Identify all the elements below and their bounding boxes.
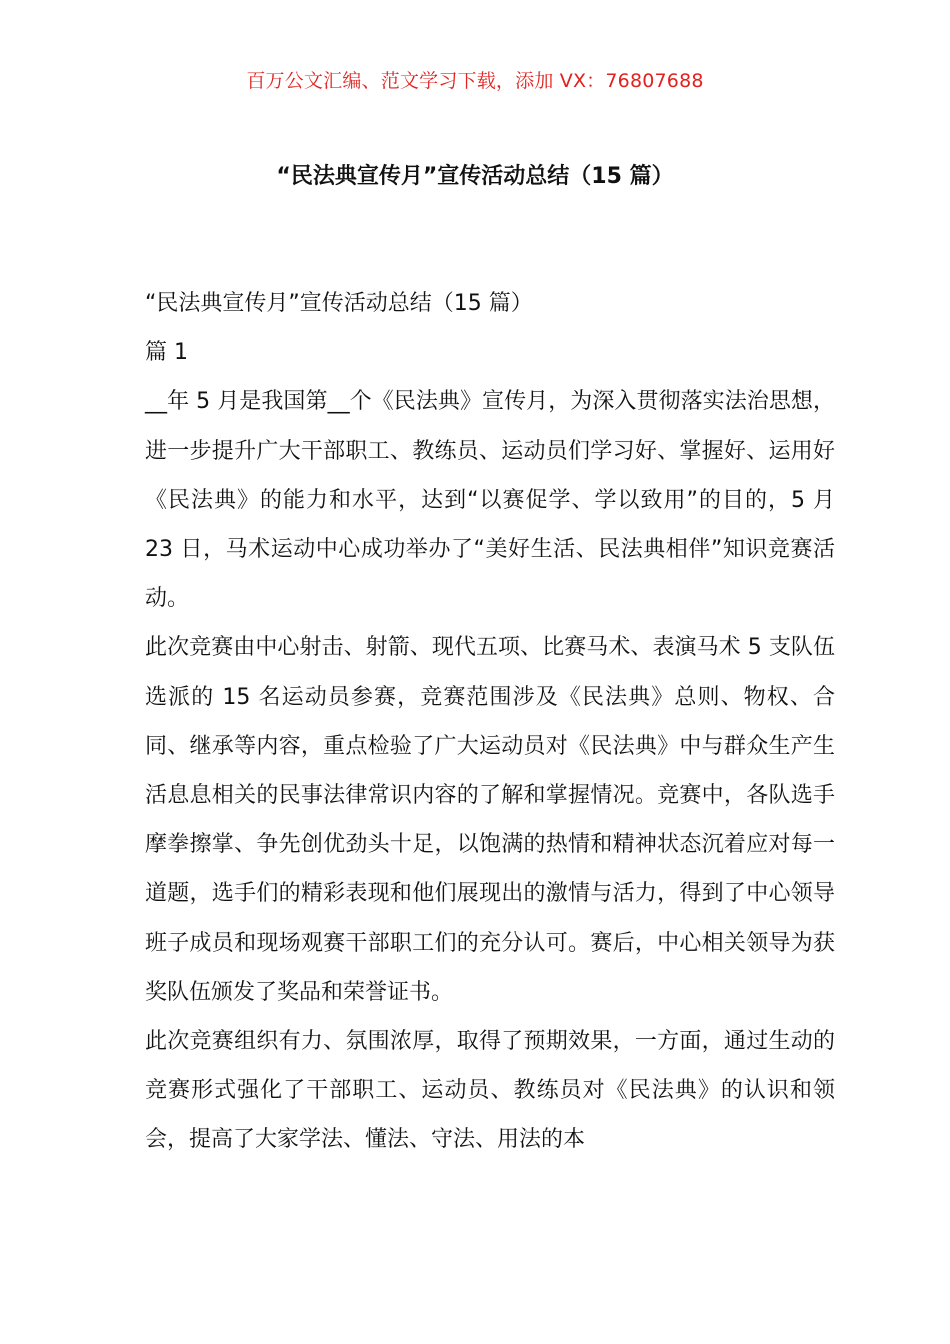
section-heading: 篇 1	[145, 340, 188, 366]
paragraph-2: 此次竞赛由中心射击、射箭、现代五项、比赛马术、表演马术 5 支队伍选派的 15 名运动员参赛，竞赛范围涉及《民法典》总则、物权、合同、继承等内容，重点检验了广大运动员对《民法典》中与群众生产生活息息相关的民事法律常识内容的了解和掌握情况。竞赛中，各队选手摩拳擦掌、争先创优劲头十足，以饱满的热情和精神状态沉着应对每一道题，选手们的精彩表现和他们展现出的激情与活力，得到了中心领导班子成员和现场观赛干部职工们的充分认可。赛后，中心相关领导为获奖队伍颁发了奖品和荣誉证书。	[145, 635, 835, 1005]
header-banner: 百万公文汇编、范文学习下载，添加 VX：76807688	[246, 70, 704, 92]
paragraph-3: 此次竞赛组织有力、氛围浓厚，取得了预期效果，一方面，通过生动的竞赛形式强化了干部职工、运动员、教练员对《民法典》的认识和领会，提高了大家学法、懂法、守法、用法的本	[145, 1029, 835, 1153]
paragraph-1: __年 5 月是我国第__个《民法典》宣传月，为深入贯彻落实法治思想，进一步提升广大干部职工、教练员、运动员们学习好、掌握好、运用好《民法典》的能力和水平，达到“以赛促学、学以致用”的目的，5 月 23 日，马术运动中心成功举办了“美好生活、民法典相伴”知识竞赛活动。	[145, 389, 835, 612]
document-subtitle: “民法典宣传月”宣传活动总结（15 篇）	[145, 291, 533, 316]
document-body	[145, 279, 835, 1165]
document-title: “民法典宣传月”宣传活动总结（15 篇）	[276, 164, 674, 189]
